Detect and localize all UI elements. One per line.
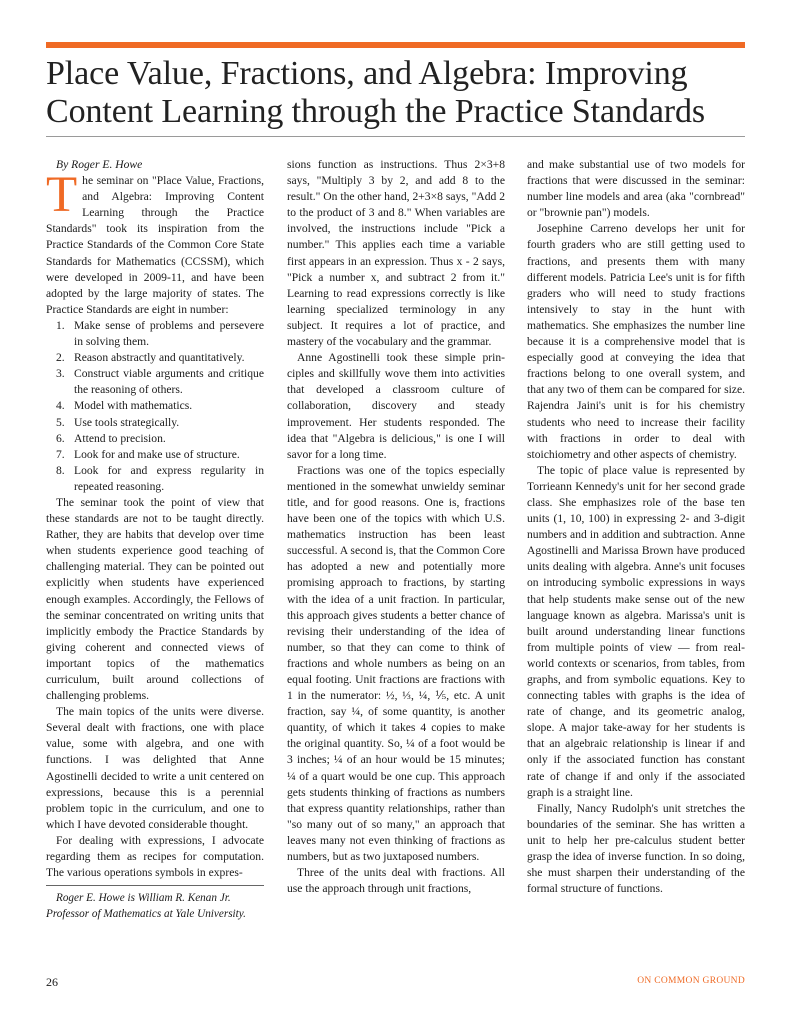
list-text: Model with mathematics. [74,399,193,413]
body-paragraph: sions function as instructions. Thus 2×3+8 says, "Multiply 3 by 2, and add 8 to the result." On the other hand, 2+3×8 says, "Add 2 to the product of 3 and 8." When variables are involved, the instructions include "Pick a number." This applies each time a variable first appears in an expression. Thus x - 2 says, "Pick a number x, and subtract 2 from it." Learning to read expressions correctly is like learning specialized terminology in any subject. It requires a lot of practice, and mastery of the vocabulary and the grammar. [287,158,505,349]
body-paragraph: The topic of place value is represented by Torrieann Kennedy's unit for her second grade class. She emphasizes role of the base ten units (1, 10, 100) in expressing 2- and 3-digit numbers and in addition and subtraction. Anne Agostinelli and Marissa Brown have produced units dealing with algebra. Anne's unit focuses on introducing symbolic expressions in ways that help students make sense out of the new language known as algebra. Marissa's unit is built around understanding linear functions from multiple points of view — from real-world contexts or scenarios, from tables, from graphs, and from symbolic equations. Key to connecting tables with graphs is the idea of rate of change, and its geometric analog, slope. A major take-away for her students is that an algebraic relationship is linear if and only if the associated function has constant rate of change if and only if the associated graph is a straight line. [527,463,745,799]
body-paragraph: For dealing with expressions, I advocate regarding them as recipes for computation. The various operations symbols in expres- [46,833,264,880]
body-paragraph: Anne Agostinelli took these simple principles and skillfully wove them into activities that developed a classroom culture of collaboration, discovery and steady improvement. Her students responded. The idea that "Algebra is delicious," is one I will savor for a long time. [287,351,505,461]
list-number: 5. [56,415,65,429]
list-text: Look for and make use of structure. [74,447,240,461]
list-text: Make sense of problems and persevere in solving them. [74,318,264,349]
top-accent-rule [46,42,745,48]
list-number: 8. [56,463,65,477]
running-footer: ON COMMON GROUND [637,976,745,986]
body-paragraph: The seminar took the point of view that these standards are not to be taught directly. Rather, they are habits that develop over time when students experience good teaching of challenging material. They can be pointed out explicitly when students have experienced enough examples. Accordingly, the Fellows of the seminar concentrated on writing units that implicitly embody the Practice Standards by giving coherent and connected views of important topics of the mathematics curriculum, built around collections of challenging problems. [46,495,264,703]
drop-cap: T [46,167,78,224]
author-footnote: Roger E. Howe is William R. Kenan Jr. Professor of Mathematics at Yale University. [46,892,246,920]
list-item [46,431,264,447]
list-item [46,398,264,414]
intro-text: he seminar on "Place Value, Fractions, and Algebra: Improving Content Learning through the Practice Standards" took its inspiration from the Practice Standards of the Common Core State Standards for Mathematics (CCSSM), which were developed in 2009-11, and have been adopted by the large majority of states. The Practice Standards are eight in number: [46,174,264,316]
list-number: 4. [56,399,65,413]
list-number: 1. [56,318,65,332]
footnote-divider [46,885,264,886]
body-paragraph: Fractions was one of the topics especially mentioned in the somewhat unwieldy seminar title, and for good reasons. One is, fractions have been one of the topics with which U.S. mathematics instruction has been least successful. A second is, that the Common Core has adopted a new and potentially more promising approach to fractions, by starting with the idea of a unit fraction. In particular, this approach gives students a better chance of revising their understanding of the idea of number, so that they can come to think of fractions and whole numbers as being on an equal footing. Unit fractions are fractions with 1 in the numerator: ½, ⅓, ¼, ⅕, etc. A unit fraction, say ¼, of some quantity, is another quantity, of which it takes 4 copies to make the original quantity. So, ¼ of a foot would be 3 inches; ¼ of an hour would be 15 minutes; ¼ of a quart would be one cup. This approach gets students thinking of fractions as numbers that express quantity relationships, rather than "so many out of so many," an approach that leaves many not even thinking of fractions as numbers, but as two juxtaposed numbers. [287,463,505,864]
list-item [46,447,264,463]
list-text: Use tools strategically. [74,415,180,429]
body-paragraph: The main topics of the units were diverse. Several dealt with fractions, one with place value, some with algebra, and one with functions. I was delighted that Anne Agostinelli decided to write a unit centered on expressions, because this is a perennial problem topic in the curriculum, and one to which I have devoted considerable thought. [46,705,264,831]
list-item [46,318,264,350]
body-paragraph: Three of the units deal with fractions. All use the approach through unit fractions, [287,866,505,896]
list-item [46,415,264,431]
list-text: Construct viable arguments and critique the reasoning of others. [74,367,264,397]
list-text: Look for and express regularity in repeated reasoning. [74,463,264,493]
list-number: 6. [56,431,65,445]
column-2 [287,157,505,897]
list-number: 7. [56,447,65,461]
body-paragraph: and make substantial use of two models for fractions that were discussed in the seminar: number line models and area (aka "cornbread" or "brownie pan") models. [527,158,745,220]
body-paragraph: Josephine Carreno develops her unit for fourth graders who are still getting used to fractions, and presents them with many different models. Patricia Lee's unit is for fifth graders who will need to study fractions intensively to stay in the hunt with mathematics. She emphasizes the number line because it is a comprehensive model that is especially good at conveying the idea that fractions belong to one overall system, and that any two of them can be compared for size. Rajendra Jaini's unit is for his chemistry students who need to increase their facility with fractions in order to deal with stoichiometry and other aspects of chemistry. [527,222,745,461]
page-number: 26 [46,975,58,989]
byline: By Roger E. Howe [56,158,143,171]
column-1 [46,157,264,922]
list-number: 3. [56,367,65,381]
list-text: Reason abstractly and quantitatively. [74,351,245,365]
practice-standards-list [46,318,264,495]
list-item [46,366,264,398]
title-divider [46,136,745,137]
intro-paragraph [46,167,264,318]
list-text: Attend to precision. [74,431,166,445]
list-item [46,463,264,495]
list-number: 2. [56,351,65,365]
column-3 [527,157,745,897]
body-paragraph: Finally, Nancy Rudolph's unit stretches the boundaries of the seminar. She has written a unit to help her pre-calculus student better grasp the idea of inverse function. In so doing, she must sharpen their understanding of the formal structure of functions. [527,801,745,896]
article-title: Place Value, Fractions, and Algebra: Improving Content Learning through the Practice Standards [46,55,706,130]
list-item [46,350,264,366]
